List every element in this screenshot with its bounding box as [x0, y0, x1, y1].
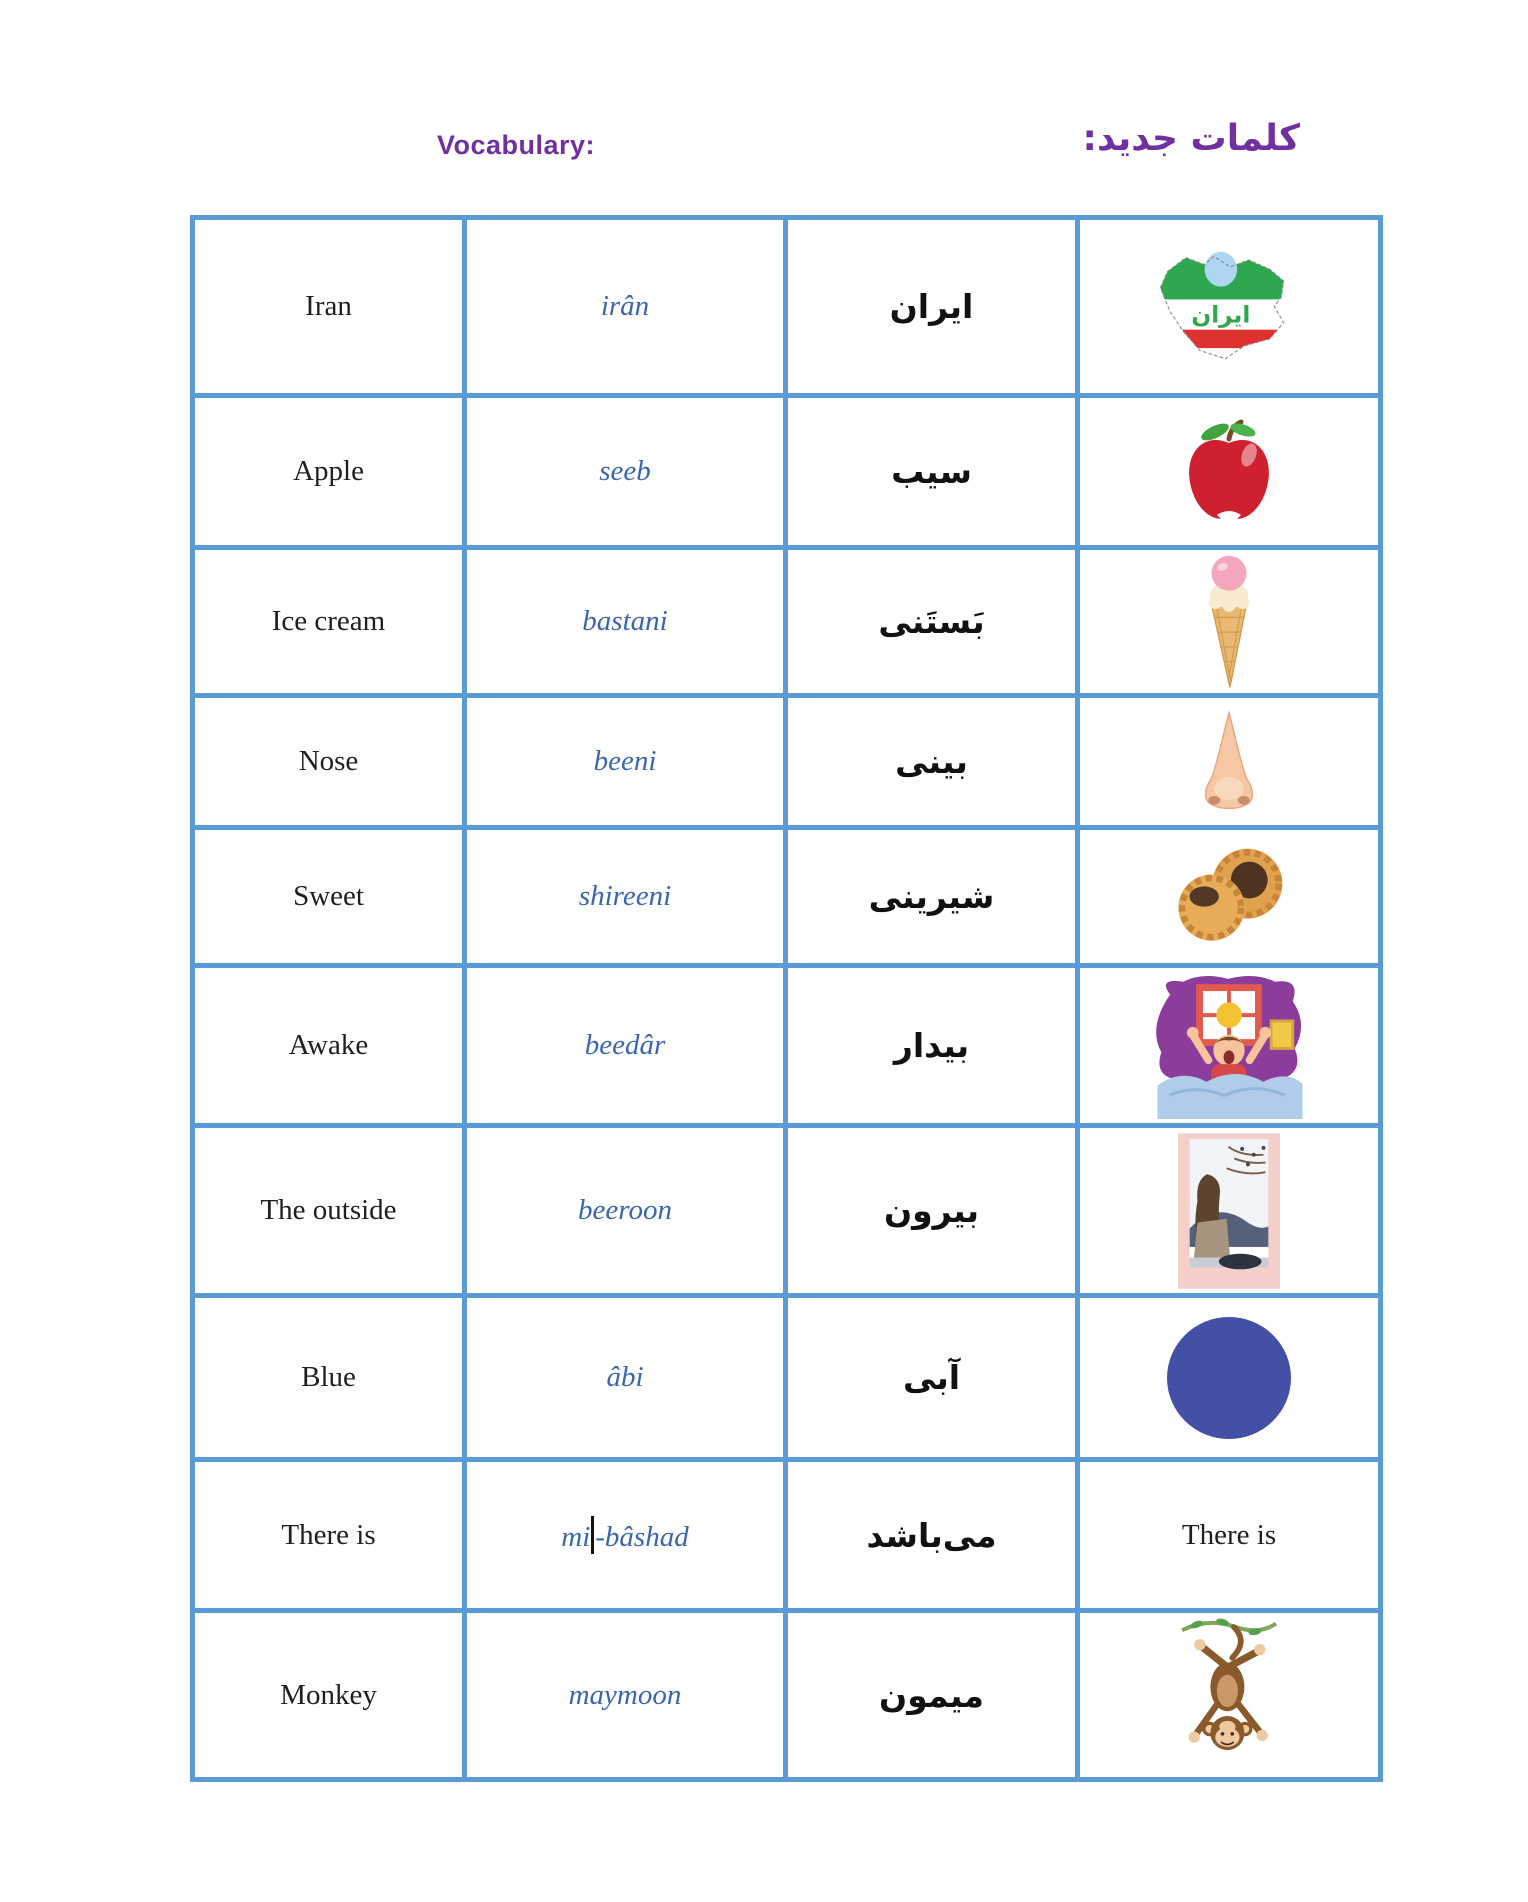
picture-cell	[1078, 696, 1381, 828]
table-row	[193, 1460, 1381, 1611]
person-waking-up-image	[1145, 970, 1313, 1122]
transliteration: beeroon	[465, 1126, 786, 1296]
english-word: Ice cream	[193, 548, 465, 696]
transliteration: maymoon	[465, 1611, 786, 1780]
table-row	[193, 548, 1381, 696]
persian-word: بینی	[786, 696, 1078, 828]
table-row	[193, 696, 1381, 828]
english-word: Iran	[193, 218, 465, 396]
english-word: Nose	[193, 696, 465, 828]
persian-word: شیرینی	[786, 828, 1078, 966]
persian-word: ایران	[786, 218, 1078, 396]
persian-word: بَستَنی	[786, 548, 1078, 696]
transliteration: irân	[465, 218, 786, 396]
nose-image	[1189, 708, 1269, 816]
transliteration: beedâr	[465, 966, 786, 1126]
picture-cell	[1078, 1611, 1381, 1780]
table-row	[193, 828, 1381, 966]
persian-word: می‌باشد	[786, 1460, 1078, 1611]
picture-cell	[1078, 548, 1381, 696]
transliteration: âbi	[465, 1296, 786, 1460]
persian-word: آبی	[786, 1296, 1078, 1460]
cookies-image	[1160, 838, 1298, 956]
transliteration: bastani	[465, 548, 786, 696]
picture-cell	[1078, 828, 1381, 966]
english-word: Blue	[193, 1296, 465, 1460]
table-row	[193, 1126, 1381, 1296]
table-row	[193, 1611, 1381, 1780]
transliteration-before-cursor: mi	[561, 1521, 591, 1553]
picture-cell	[1078, 218, 1381, 396]
picture-cell	[1078, 1126, 1381, 1296]
picture-cell	[1078, 1296, 1381, 1460]
persian-word: بیدار	[786, 966, 1078, 1126]
picture-cell	[1078, 396, 1381, 548]
picture-cell	[1078, 966, 1381, 1126]
table-row	[193, 966, 1381, 1126]
transliteration-after-cursor: -bâshad	[595, 1521, 689, 1553]
ice-cream-cone-image	[1201, 553, 1257, 691]
transliteration: shireeni	[465, 828, 786, 966]
table-row	[193, 218, 1381, 396]
text-cursor	[591, 1516, 594, 1554]
persian-word: سیب	[786, 396, 1078, 548]
persian-word: بیرون	[786, 1126, 1078, 1296]
red-apple-image	[1179, 416, 1279, 528]
vocabulary-table	[190, 215, 1383, 1782]
english-word: The outside	[193, 1126, 465, 1296]
persian-word: میمون	[786, 1611, 1078, 1780]
english-word: Monkey	[193, 1611, 465, 1780]
english-word: Apple	[193, 396, 465, 548]
picture-text: There is	[1181, 1518, 1277, 1551]
blue-circle-image	[1167, 1317, 1291, 1439]
table-row	[193, 1296, 1381, 1460]
iran-map-label: ایران	[1191, 301, 1251, 329]
new-words-heading-farsi: کلمات جدید:	[1082, 118, 1300, 159]
transliteration-with-cursor[interactable]	[465, 1460, 786, 1611]
vocabulary-heading: Vocabulary:	[437, 130, 596, 160]
picture-cell	[1078, 1460, 1381, 1611]
monkey-hanging-image	[1180, 1614, 1278, 1776]
table-row	[193, 396, 1381, 548]
english-word: There is	[193, 1460, 465, 1611]
transliteration: beeni	[465, 696, 786, 828]
iran-map-image	[1153, 246, 1305, 368]
english-word: Sweet	[193, 828, 465, 966]
transliteration: seeb	[465, 396, 786, 548]
girl-by-window-image	[1178, 1132, 1280, 1290]
english-word: Awake	[193, 966, 465, 1126]
